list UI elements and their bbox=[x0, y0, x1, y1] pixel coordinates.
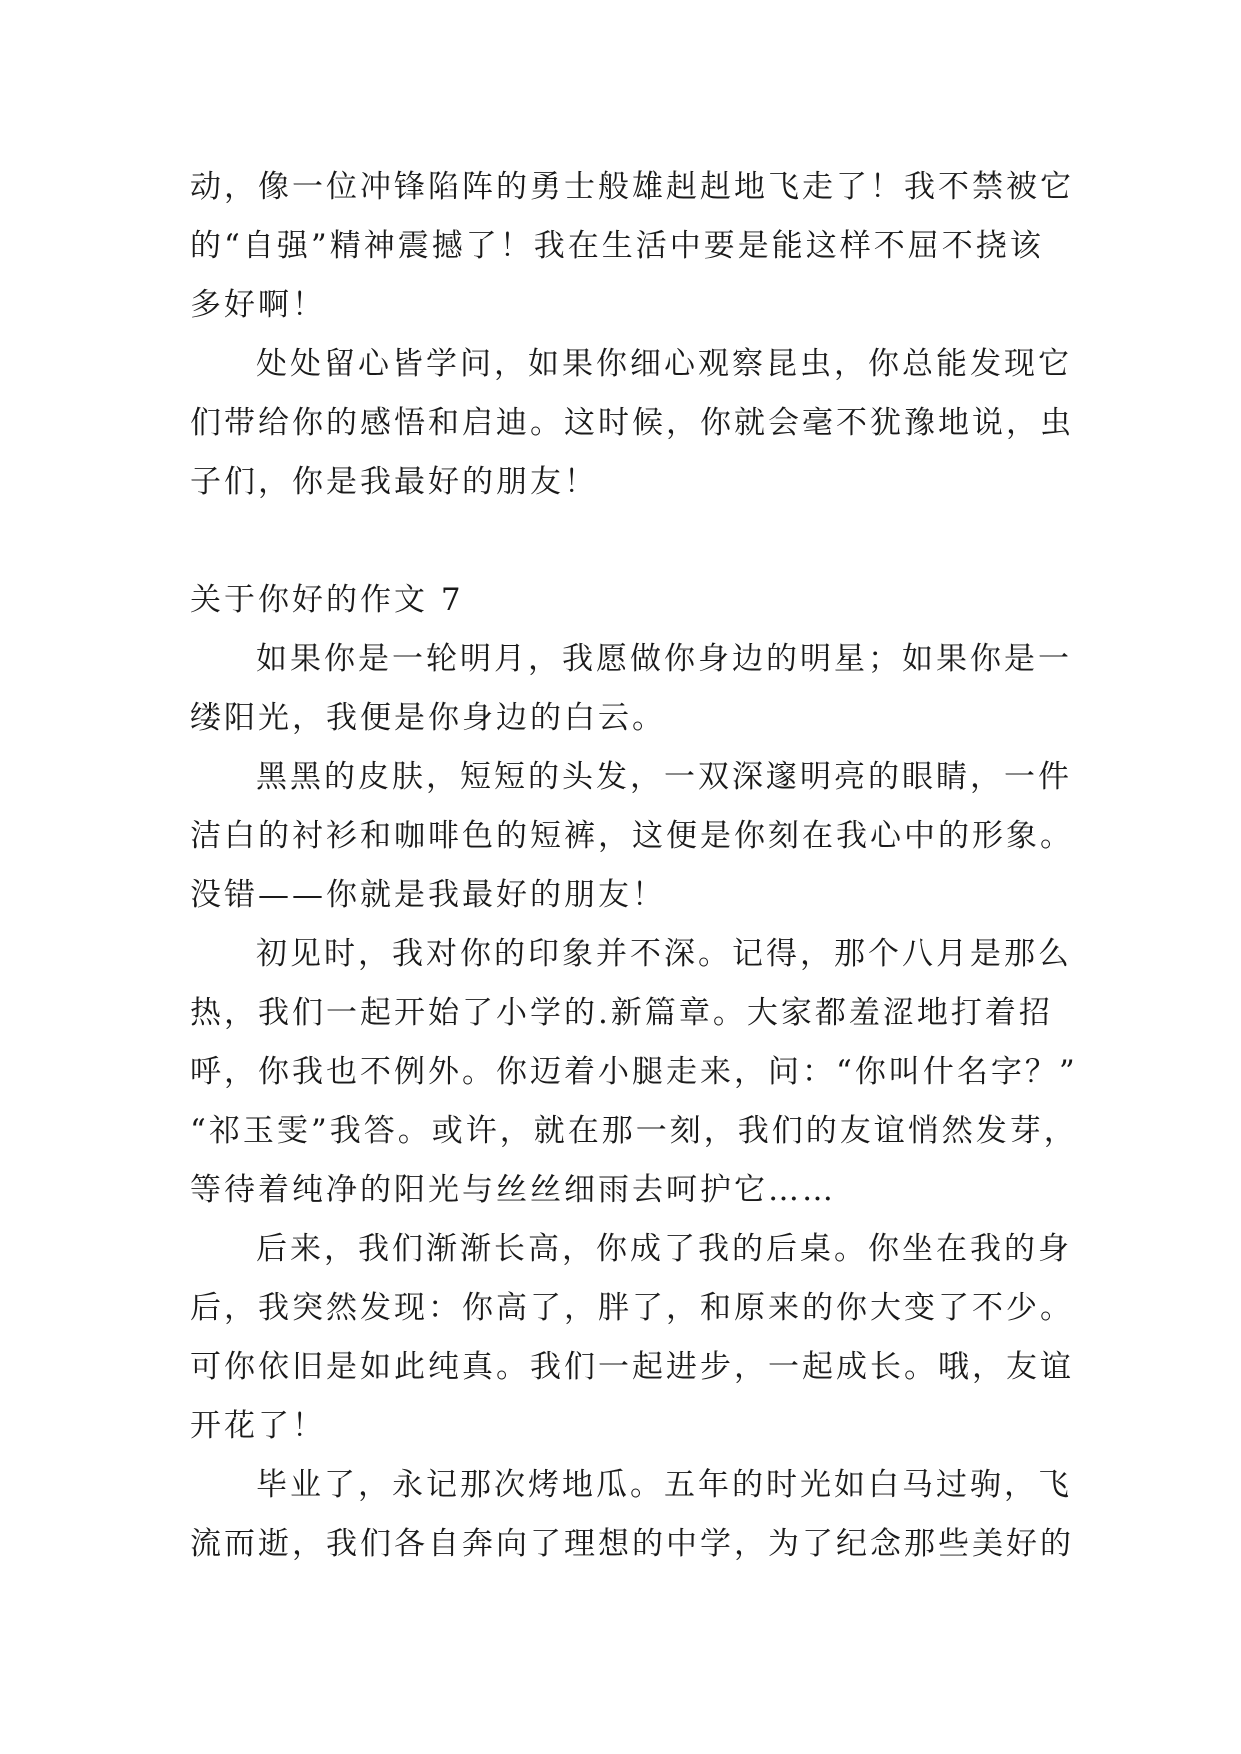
text-line: “祁玉雯”我答。或许，就在那一刻，我们的友谊悄然发芽， bbox=[190, 1113, 1078, 1149]
text-line: 开花了！ bbox=[190, 1408, 326, 1444]
text-line: 后，我突然发现：你高了，胖了，和原来的你大变了不少。 bbox=[190, 1290, 1074, 1326]
text-line: 后来，我们渐渐长高，你成了我的后桌。你坐在我的身 bbox=[256, 1231, 1072, 1267]
document-body bbox=[190, 158, 1090, 1574]
text-line: 毕业了，永记那次烤地瓜。五年的时光如白马过驹，飞 bbox=[256, 1467, 1072, 1503]
continuation-paragraph bbox=[190, 158, 1090, 335]
text-line: 的“自强”精神震撼了！我在生活中要是能这样不屈不挠该 bbox=[190, 228, 1044, 264]
text-line: 多好啊！ bbox=[190, 287, 326, 323]
text-line: 洁白的衬衫和咖啡色的短裤，这便是你刻在我心中的形象。 bbox=[190, 818, 1074, 854]
text-line: 初见时，我对你的印象并不深。记得，那个八月是那么 bbox=[256, 936, 1072, 972]
text-line: 处处留心皆学问，如果你细心观察昆虫，你总能发现它 bbox=[256, 346, 1072, 382]
paragraph-4 bbox=[190, 1220, 1090, 1456]
text-line: 们带给你的感悟和启迪。这时候，你就会毫不犹豫地说，虫 bbox=[190, 405, 1074, 441]
text-line: 呼，你我也不例外。你迈着小腿走来，问：“你叫什名字？” bbox=[190, 1054, 1078, 1090]
essay-title: 关于你好的作文 7 bbox=[190, 582, 464, 618]
text-line: 子们，你是我最好的朋友！ bbox=[190, 464, 598, 500]
text-line: 可你依旧是如此纯真。我们一起进步，一起成长。哦，友谊 bbox=[190, 1349, 1074, 1385]
text-line: 缕阳光，我便是你身边的白云。 bbox=[190, 700, 666, 736]
section-spacer bbox=[190, 512, 1090, 571]
text-line: 如果你是一轮明月，我愿做你身边的明星；如果你是一 bbox=[256, 641, 1072, 677]
text-line: 黑黑的皮肤，短短的头发，一双深邃明亮的眼睛，一件 bbox=[256, 759, 1072, 795]
paragraph-3 bbox=[190, 925, 1090, 1220]
paragraph-5 bbox=[190, 1456, 1090, 1574]
paragraph-2 bbox=[190, 748, 1090, 925]
closing-paragraph bbox=[190, 335, 1090, 512]
text-line: 动，像一位冲锋陷阵的勇士般雄赳赳地飞走了！我不禁被它 bbox=[190, 169, 1074, 205]
text-line: 流而逝，我们各自奔向了理想的中学，为了纪念那些美好的 bbox=[190, 1526, 1074, 1562]
paragraph-1 bbox=[190, 630, 1090, 748]
text-line: 等待着纯净的阳光与丝丝细雨去呵护它…… bbox=[190, 1172, 836, 1208]
text-line: 没错——你就是我最好的朋友！ bbox=[190, 877, 666, 913]
text-line: 热，我们一起开始了小学的.新篇章。大家都羞涩地打着招 bbox=[190, 995, 1053, 1031]
